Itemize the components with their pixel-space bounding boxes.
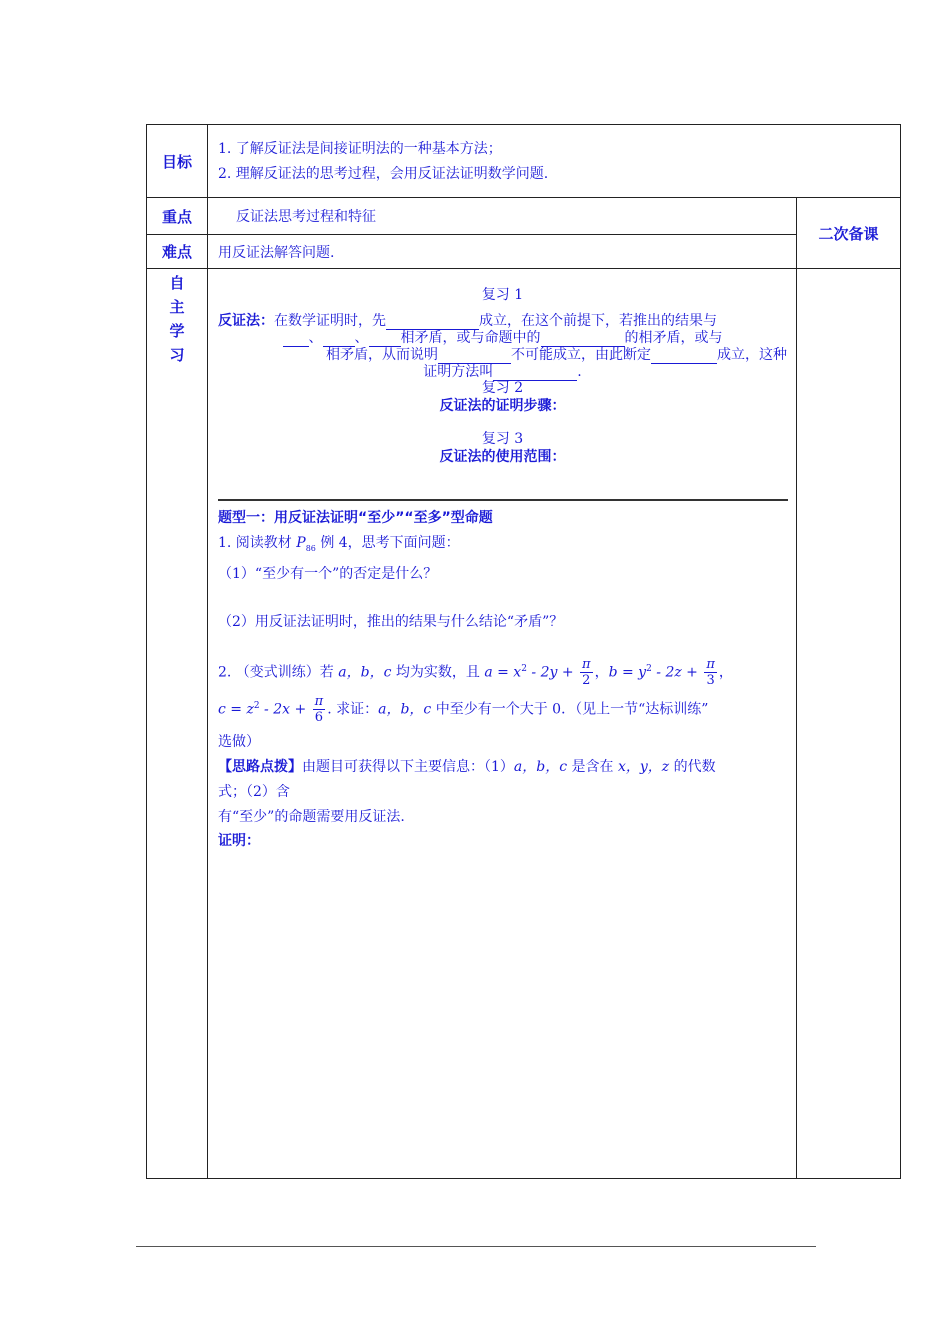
review-1-definition	[218, 313, 787, 381]
hint-text-2: 是含在	[567, 758, 618, 775]
blank-1[interactable]	[386, 315, 479, 330]
q2-eq-a: a = x	[484, 664, 522, 681]
q2-eq-c-rest: - 2x +	[259, 701, 311, 718]
hint-vars-xyz: x，y，z	[617, 758, 670, 775]
key-text: 反证法思考过程和特征	[236, 209, 376, 225]
goal-label: 目标	[161, 152, 192, 171]
def-text-1: 在数学证明时，先	[274, 313, 386, 329]
goal-content	[208, 125, 901, 198]
lesson-table	[146, 124, 901, 1179]
q2-frac-pi-6-den: 6	[314, 709, 324, 725]
side-note-label: 二次备课	[818, 224, 879, 243]
q2-frac-pi-3	[704, 657, 717, 688]
diff-label: 难点	[161, 243, 192, 261]
q2-eq-a-sq: 2	[521, 663, 527, 674]
q1-text-a: 1. 阅读教材	[218, 535, 297, 551]
q1-sub-2: （2）用反证法证明时，推出的结果与什么结论“矛盾”？	[218, 613, 564, 630]
goal-label-cell	[147, 125, 208, 198]
q2-eq-b: b = y	[608, 664, 647, 681]
def-sep-1: 、	[308, 330, 323, 346]
section-divider	[218, 499, 788, 501]
q2-eq-b-rest: - 2z +	[651, 664, 703, 681]
q2-frac-pi-3-den: 3	[706, 672, 715, 688]
self-study-char-1: 自	[169, 274, 185, 292]
hint-line-2: 式；（2）含	[218, 783, 290, 800]
self-study-char-3: 学	[169, 322, 185, 340]
side-note-cell	[797, 198, 901, 269]
hint-line-3: 有“至少”的命题需要用反证法.	[218, 808, 405, 825]
self-study-label-cell	[147, 269, 208, 1179]
def-text-7: 成立，这种	[717, 347, 787, 363]
q2-eq-b-sq: 2	[646, 663, 652, 674]
q1-line	[218, 532, 787, 560]
q2-line-3: 选做）	[218, 733, 260, 750]
blank-3[interactable]	[323, 332, 355, 347]
hint-label: 【思路点拨】	[218, 758, 302, 775]
review-1-title: 复习 1	[481, 287, 524, 303]
q2-comma-1: ，	[594, 664, 609, 681]
q2-prefix: 2. （变式训练）若	[218, 664, 339, 681]
blank-6[interactable]	[438, 349, 511, 364]
self-study-content	[208, 269, 797, 1179]
blank-2[interactable]	[283, 332, 309, 347]
key-label: 重点	[161, 207, 192, 226]
diff-label-cell	[147, 235, 208, 269]
q2-frac-pi-2-den: 2	[582, 672, 591, 688]
proof-label: 证明：	[218, 832, 260, 849]
q2-eq-c-sq: 2	[253, 700, 260, 711]
q2-frac-pi-3-num: π	[706, 656, 715, 672]
blank-7[interactable]	[651, 349, 717, 364]
def-text-3: 相矛盾，或与命题中的	[400, 330, 541, 346]
q2-frac-pi-2-num: π	[582, 656, 591, 672]
def-text-5: 相矛盾，从而说明	[326, 347, 438, 363]
review-2-subtitle: 反证法的证明步骤：	[439, 398, 566, 414]
side-note-area	[797, 269, 901, 1179]
type1-title: 题型一：用反证法证明“至少”“至多”型命题	[218, 510, 493, 526]
goal-item-1: 1. 了解反证法是间接证明法的一种基本方法；	[218, 141, 502, 157]
q2-proof: . 求证：	[327, 701, 379, 718]
q1-page-num: 86	[305, 543, 316, 553]
q2-mid: 均为实数，且	[391, 664, 485, 681]
q2-tail: 中至少有一个大于 0．（见上一节“达标训练”	[431, 701, 709, 718]
review-2-title: 复习 2	[481, 380, 524, 396]
q2-frac-pi-2	[580, 657, 593, 688]
blank-5[interactable]	[541, 332, 625, 347]
review-3-subtitle: 反证法的使用范围：	[439, 449, 566, 465]
hint-vars-abc: a，b，c	[513, 758, 568, 775]
def-text-9: .	[577, 364, 582, 380]
q1-text-b: 例 4，思考下面问题：	[315, 535, 460, 551]
hint-line-1	[218, 756, 787, 778]
footer-rule	[136, 1246, 816, 1247]
def-text-4: 的相矛盾，或与	[624, 330, 723, 346]
hint-text: 由题目可获得以下主要信息：（1）	[302, 758, 514, 775]
q2-comma-2: ，	[718, 664, 733, 681]
q1-sub-1: （1）“至少有一个”的否定是什么？	[218, 565, 438, 582]
term-label: 反证法：	[218, 313, 274, 329]
q2-line-2	[218, 694, 787, 725]
self-study-char-4: 习	[169, 346, 185, 364]
q2-eq-a-rest: - 2y +	[526, 664, 579, 681]
q1-page-p: P	[296, 535, 306, 551]
def-text-2: 成立，在这个前提下，若推出的结果与	[479, 313, 717, 329]
diff-text: 用反证法解答问题.	[218, 244, 335, 261]
def-text-8: 证明方法叫	[423, 364, 494, 380]
q2-vars-2: a，b，c	[378, 701, 432, 718]
key-content	[208, 198, 797, 235]
blank-4[interactable]	[369, 332, 401, 347]
q2-frac-pi-6	[313, 694, 326, 725]
hint-text-3: 的代数	[669, 758, 716, 775]
def-text-6: 不可能成立，由此断定	[511, 347, 651, 363]
key-label-cell	[147, 198, 208, 235]
self-study-char-2: 主	[169, 298, 185, 316]
diff-content	[208, 235, 797, 269]
q2-frac-pi-6-num: π	[314, 693, 324, 709]
blank-8[interactable]	[493, 366, 577, 381]
q2-vars: a，b，c	[338, 664, 392, 681]
q2-line-1	[218, 657, 787, 688]
goal-item-2: 2. 理解反证法的思考过程，会用反证法证明数学问题.	[218, 166, 549, 182]
def-sep-2: 、	[354, 330, 369, 346]
review-3-title: 复习 3	[481, 431, 524, 447]
q2-eq-c: c = z	[218, 701, 254, 718]
